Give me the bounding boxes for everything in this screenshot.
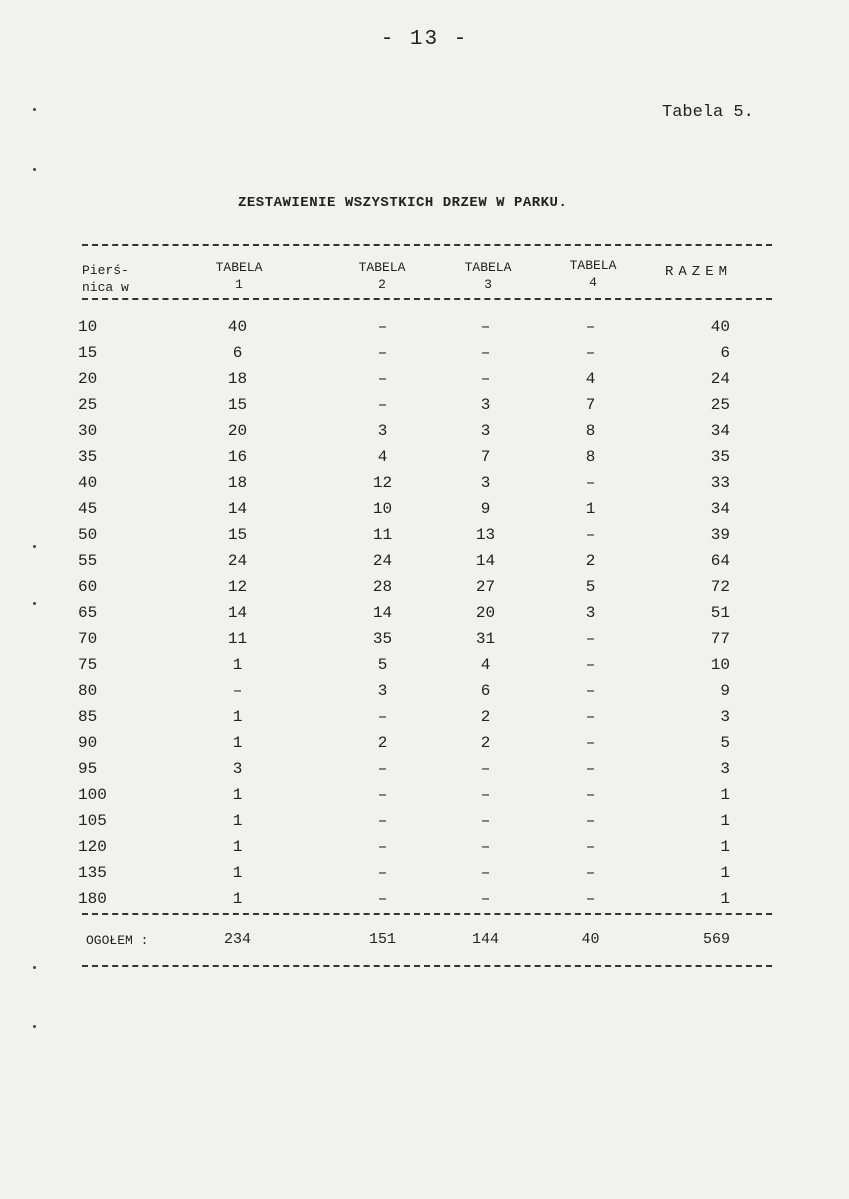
tabela-4-cell: – [585,318,596,336]
diameter-cell: 105 [78,812,107,830]
diameter-cell: 120 [78,838,107,856]
razem-cell: 34 [710,500,730,518]
tabela-4-cell: 3 [585,604,596,622]
razem-cell: 34 [710,422,730,440]
tabela-1-cell: 16 [227,448,248,466]
tabela-3-cell: – [480,344,491,362]
tabela-4-cell: – [585,708,596,726]
table-row [0,370,849,396]
razem-cell: 6 [720,344,730,362]
header-razem: RAZEM [665,264,733,280]
table-bottom-rule [82,965,772,967]
table-row [0,630,849,656]
razem-cell: 64 [710,552,730,570]
razem-cell: 51 [710,604,730,622]
razem-cell: 10 [710,656,730,674]
tabela-3-cell: 20 [475,604,496,622]
header-tabela-3: TABELA 3 [464,260,512,292]
tabela-4-cell: – [585,786,596,804]
razem-cell: 24 [710,370,730,388]
header-bottom-rule [82,298,772,300]
tabela-1-cell: 15 [227,396,248,414]
diameter-cell: 70 [78,630,98,648]
razem-cell: 1 [720,812,730,830]
tabela-2-cell: – [377,318,388,336]
totals-row [0,931,849,957]
tabela-4-cell: 7 [585,396,596,414]
tabela-2-cell: 24 [372,552,393,570]
diameter-cell: 10 [78,318,98,336]
tabela-3-cell: – [480,864,491,882]
tabela-4-cell: – [585,526,596,544]
header-tabela-2: TABELA 2 [358,260,406,292]
table-row [0,422,849,448]
diameter-cell: 95 [78,760,98,778]
tabela-2-cell: 3 [377,682,388,700]
table-row [0,708,849,734]
tabela-2-cell: – [377,708,388,726]
razem-cell: 1 [720,786,730,804]
table-row [0,344,849,370]
diameter-cell: 65 [78,604,98,622]
tabela-1-cell: 20 [227,422,248,440]
table-row [0,552,849,578]
table-row [0,474,849,500]
razem-cell: 33 [710,474,730,492]
tabela-4-cell: – [585,656,596,674]
tabela-1-cell: 1 [232,812,243,830]
tabela-2-cell: 12 [372,474,393,492]
table-row [0,396,849,422]
tabela-1-cell: 6 [232,344,243,362]
diameter-cell: 135 [78,864,107,882]
tabela-2-cell: 10 [372,500,393,518]
tabela-2-cell: – [377,838,388,856]
razem-cell: 1 [720,838,730,856]
tabela-2-cell: 14 [372,604,393,622]
table-row [0,864,849,890]
razem-cell: 35 [710,448,730,466]
tabela-4-cell: 1 [585,500,596,518]
totals-top-rule [82,913,772,915]
header-diameter: Pierś- nica w [82,263,129,295]
table-row [0,578,849,604]
tabela-4-cell: 8 [585,422,596,440]
tabela-1-cell: 18 [227,474,248,492]
tabela-4-cell: 4 [585,370,596,388]
tabela-3-cell: 7 [480,448,491,466]
diameter-cell: 75 [78,656,98,674]
tabela-4-cell: – [585,734,596,752]
header-tabela-4: TABELA 4 [569,258,617,290]
tabela-4-cell: 2 [585,552,596,570]
total-tabela-2: 151 [368,931,396,948]
table-top-rule [82,244,772,246]
margin-dot [33,966,36,969]
razem-cell: 9 [720,682,730,700]
razem-cell: 5 [720,734,730,752]
tabela-2-cell: – [377,370,388,388]
tabela-4-cell: – [585,344,596,362]
tabela-3-cell: 6 [480,682,491,700]
tabela-2-cell: – [377,760,388,778]
tabela-1-cell: 15 [227,526,248,544]
tabela-4-cell: – [585,890,596,908]
razem-cell: 25 [710,396,730,414]
tabela-1-cell: – [232,682,243,700]
tabela-3-cell: 14 [475,552,496,570]
tabela-2-cell: 5 [377,656,388,674]
diameter-cell: 25 [78,396,98,414]
tabela-3-cell: – [480,838,491,856]
razem-cell: 3 [720,760,730,778]
table-row [0,500,849,526]
tabela-3-cell: 3 [480,422,491,440]
diameter-cell: 35 [78,448,98,466]
tabela-1-cell: 1 [232,708,243,726]
tabela-1-cell: 1 [232,786,243,804]
tabela-3-cell: 13 [475,526,496,544]
table-row [0,526,849,552]
razem-cell: 1 [720,890,730,908]
tabela-2-cell: – [377,344,388,362]
margin-dot [33,168,36,171]
tabela-4-cell: – [585,864,596,882]
tabela-2-cell: – [377,812,388,830]
tabela-1-cell: 1 [232,864,243,882]
table-reference: Tabela 5. [662,103,754,122]
razem-cell: 39 [710,526,730,544]
diameter-cell: 60 [78,578,98,596]
tabela-1-cell: 14 [227,604,248,622]
total-tabela-1: 234 [223,931,251,948]
table-row [0,656,849,682]
diameter-cell: 45 [78,500,98,518]
table-row [0,760,849,786]
tabela-1-cell: 3 [232,760,243,778]
diameter-cell: 15 [78,344,98,362]
tabela-1-cell: 1 [232,656,243,674]
table-row [0,604,849,630]
tabela-2-cell: – [377,864,388,882]
tabela-1-cell: 14 [227,500,248,518]
total-razem: 569 [702,931,730,948]
tabela-3-cell: 3 [480,474,491,492]
diameter-cell: 100 [78,786,107,804]
tabela-1-cell: 12 [227,578,248,596]
total-tabela-3: 144 [471,931,499,948]
diameter-cell: 80 [78,682,98,700]
table-row [0,448,849,474]
table-row [0,734,849,760]
tabela-3-cell: – [480,318,491,336]
tabela-4-cell: – [585,812,596,830]
tabela-2-cell: 28 [372,578,393,596]
diameter-cell: 55 [78,552,98,570]
razem-cell: 1 [720,864,730,882]
tabela-1-cell: 11 [227,630,248,648]
tabela-3-cell: 31 [475,630,496,648]
margin-dot [33,108,36,111]
tabela-3-cell: – [480,370,491,388]
tabela-3-cell: – [480,760,491,778]
page-number: - 13 - [380,28,469,51]
diameter-cell: 180 [78,890,107,908]
tabela-2-cell: 11 [372,526,393,544]
tabela-3-cell: – [480,786,491,804]
tabela-4-cell: – [585,474,596,492]
tabela-2-cell: – [377,890,388,908]
tabela-2-cell: 35 [372,630,393,648]
diameter-cell: 20 [78,370,98,388]
header-tabela-1: TABELA 1 [215,260,263,292]
tabela-4-cell: 5 [585,578,596,596]
diameter-cell: 50 [78,526,98,544]
tabela-1-cell: 40 [227,318,248,336]
tabela-3-cell: 2 [480,708,491,726]
tabela-4-cell: – [585,760,596,778]
tabela-1-cell: 1 [232,890,243,908]
margin-dot [33,1025,36,1028]
tabela-3-cell: 3 [480,396,491,414]
table-row [0,318,849,344]
tabela-4-cell: – [585,630,596,648]
tabela-2-cell: 3 [377,422,388,440]
tabela-3-cell: 4 [480,656,491,674]
table-row [0,682,849,708]
razem-cell: 77 [710,630,730,648]
tabela-3-cell: 2 [480,734,491,752]
razem-cell: 40 [710,318,730,336]
tabela-4-cell: 8 [585,448,596,466]
diameter-cell: 30 [78,422,98,440]
tabela-1-cell: 1 [232,838,243,856]
tabela-3-cell: – [480,890,491,908]
diameter-cell: 85 [78,708,98,726]
tabela-3-cell: 27 [475,578,496,596]
tabela-4-cell: – [585,682,596,700]
razem-cell: 3 [720,708,730,726]
diameter-cell: 90 [78,734,98,752]
tabela-2-cell: – [377,396,388,414]
tabela-1-cell: 1 [232,734,243,752]
table-row [0,786,849,812]
table-row [0,812,849,838]
razem-cell: 72 [710,578,730,596]
tabela-1-cell: 18 [227,370,248,388]
tabela-2-cell: – [377,786,388,804]
table-title: ZESTAWIENIE WSZYSTKICH DRZEW W PARKU. [238,195,568,211]
tabela-3-cell: 9 [480,500,491,518]
tabela-2-cell: 4 [377,448,388,466]
tabela-2-cell: 2 [377,734,388,752]
totals-label: OGOŁEM : [86,933,149,948]
tabela-3-cell: – [480,812,491,830]
table-row [0,838,849,864]
total-tabela-4: 40 [581,931,600,948]
tabela-4-cell: – [585,838,596,856]
diameter-cell: 40 [78,474,98,492]
tabela-1-cell: 24 [227,552,248,570]
